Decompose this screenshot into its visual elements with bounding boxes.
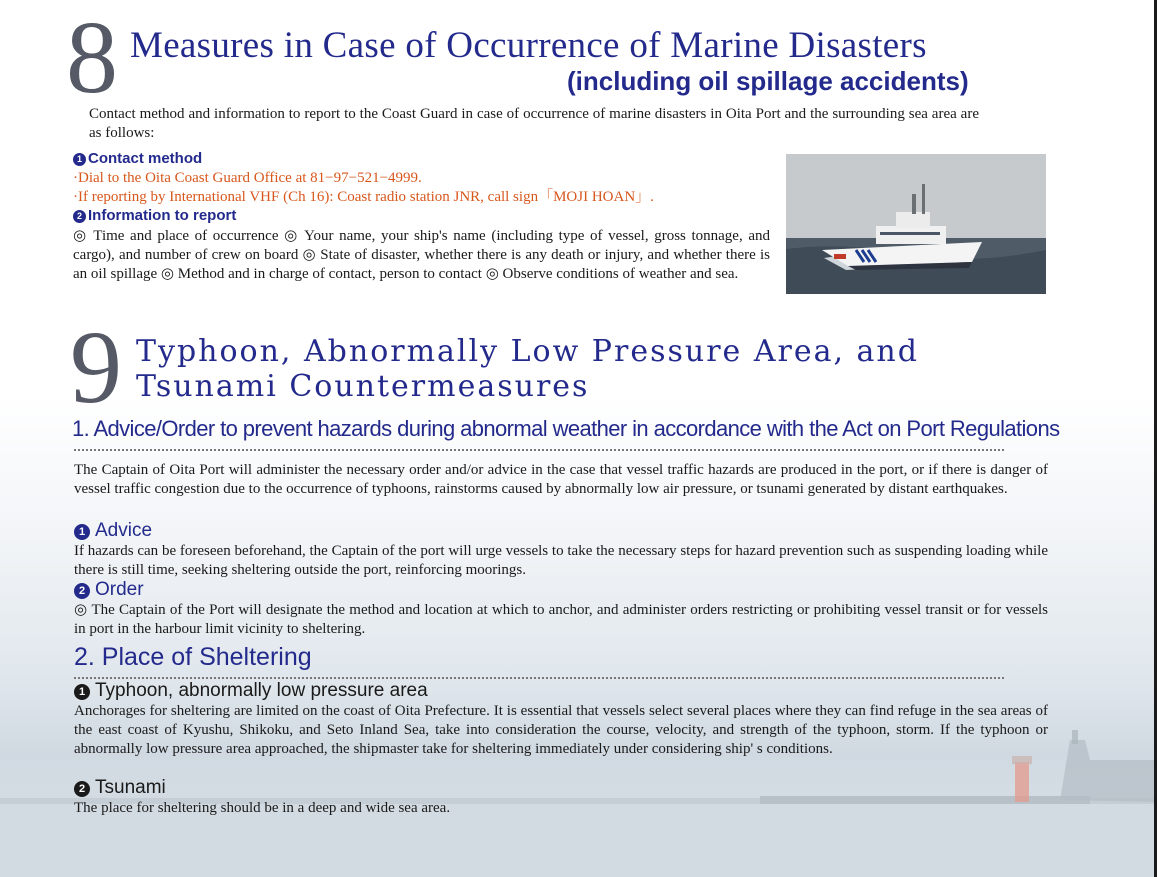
part-1-dotted-rule (74, 449, 1004, 451)
contact-method-heading-text: Contact method (88, 150, 203, 167)
tsunami-text: The place for sheltering should be in a deep and wide sea area. (74, 800, 451, 816)
coast-guard-ship-photo (786, 154, 1046, 294)
part-1-heading: 1. Advice/Order to prevent hazards during abnormal weather in accordance with the Act on Port Regulations (72, 416, 1060, 441)
advice-heading-text: Advice (95, 520, 153, 541)
typhoon-text: Anchorages for sheltering are limited on the coast of Oita Prefecture. It is essential that vessels select several places where they can find refuge in the sea areas of the east coast of Kyushu, Shikoku, and Seto Inland Sea, take into consideration the course, velocity, and strength of the typhoon, storm. If the typhoon or abnormally low pressure area approached, the shipmaster take for sheltering immediately under considering ship' s conditions. (74, 703, 1048, 757)
section-8-title: Measures in Case of Occurrence of Marine Disasters (130, 25, 927, 66)
contact-marker-icon: 1 (73, 153, 86, 166)
part-2-dotted-rule (74, 677, 1004, 679)
tsunami-marker-icon: 2 (74, 781, 90, 797)
advice-heading (74, 520, 152, 542)
advice-marker-icon: 1 (74, 524, 90, 540)
section-9-title-line-2: Tsunami Countermeasures (136, 369, 590, 404)
contact-method-heading (73, 150, 202, 167)
contact-phone-line: ·Dial to the Oita Coast Guard Office at 81−97−521−4999. (73, 170, 422, 186)
section-8-intro: Contact method and information to report to the Coast Guard in case of occurrence of marine disasters in Oita Port and the surrounding sea area are as follows: (89, 106, 979, 141)
tsunami-heading-text: Tsunami (95, 777, 166, 798)
advice-text: If hazards can be foreseen beforehand, the Captain of the port will urge vessels to take the necessary steps for hazard prevention such as suspending loading while there is still time, seeking sheltering outside the port, reinforcing moorings. (74, 543, 1048, 578)
typhoon-marker-icon: 1 (74, 684, 90, 700)
order-text: ◎ The Captain of the Port will designate the method and location at which to anchor, and administer orders restricting or prohibiting vessel transit or for vessels in port in the harbour limit vicinity to sheltering. (74, 602, 1048, 637)
order-marker-icon: 2 (74, 583, 90, 599)
typhoon-heading (74, 680, 428, 702)
section-9-title-line-1: Typhoon, Abnormally Low Pressure Area, and (136, 334, 919, 369)
info-report-text: ◎ Time and place of occurrence ◎ Your name, your ship's name (including type of vessel, gross tonnage, and cargo), and number of crew on board ◎ State of disaster, whether there is any death or injury, and whether there is an oil spillage ◎ Method and in charge of contact, person to contact ◎ Observe conditions of weather and sea. (73, 228, 770, 282)
tsunami-heading (74, 777, 166, 799)
section-8-number: 8 (66, 0, 118, 115)
section-8-subtitle: (including oil spillage accidents) (567, 66, 969, 96)
order-heading (74, 579, 144, 601)
part-2-heading: 2. Place of Sheltering (74, 643, 312, 671)
typhoon-heading-text: Typhoon, abnormally low pressure area (95, 680, 428, 701)
info-report-heading (73, 207, 236, 224)
info-marker-icon: 2 (73, 210, 86, 223)
order-heading-text: Order (95, 579, 144, 600)
contact-vhf-line: ·If reporting by International VHF (Ch 16): Coast radio station JNR, call sign「MOJI HOAN」. (73, 189, 654, 205)
section-9-number: 9 (70, 310, 122, 425)
part-1-intro: The Captain of Oita Port will administer the necessary order and/or advice in the case that vessel traffic hazards are produced in the port, or if there is danger of vessel traffic congestion due to the occurrence of typhoons, rainstorms caused by abnormally low air pressure, or tsunami generated by distant earthquakes. (74, 462, 1048, 497)
info-report-heading-text: Information to report (88, 207, 237, 224)
